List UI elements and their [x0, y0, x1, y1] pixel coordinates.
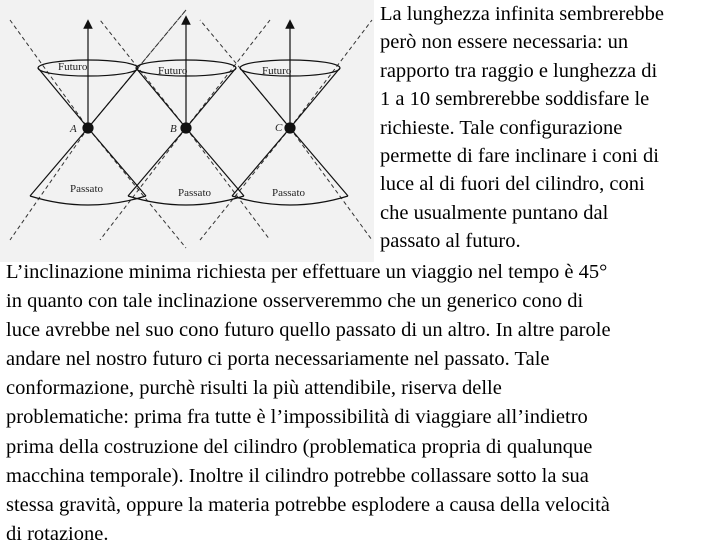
body-line: di rotazione. [6, 522, 109, 545]
body-line: L’inclinazione minima richiesta per effettuare un viaggio nel tempo è 45° [6, 261, 608, 283]
body-line: problematiche: prima fra tutte è l’impossibilità di viaggiare all’indietro [6, 406, 588, 429]
side-line: La lunghezza infinita sembrerebbe [380, 3, 665, 25]
future-label-b: Futuro [158, 65, 188, 77]
point-b-label: B [170, 123, 177, 135]
body-line: conformazione, purchè risulti la più attendibile, riserva delle [6, 377, 502, 400]
point-c-label: C [275, 122, 283, 134]
side-line: luce al di fuori del cilindro, coni [380, 173, 645, 196]
side-line: permette di fare inclinare i coni di [380, 145, 659, 168]
light-cone-b [128, 20, 244, 205]
past-label-c: Passato [272, 187, 305, 199]
point-a-label: A [70, 123, 77, 135]
side-line: però non essere necessaria: un [380, 31, 629, 54]
body-line: in quanto con tale inclinazione osserveremmo che un generico cono di [6, 290, 584, 313]
body-line: macchina temporale). Inoltre il cilindro potrebbe collassare sotto la sua [6, 464, 589, 487]
side-line: che usualmente puntano dal [380, 201, 609, 224]
light-cones-diagram [0, 0, 374, 262]
body-line: stessa gravità, oppure la materia potrebbe esplodere a causa della velocità [6, 493, 610, 516]
light-cones-figure [0, 0, 374, 262]
side-line: rapporto tra raggio e lunghezza di [380, 59, 658, 82]
side-line: richieste. Tale configurazione [380, 116, 623, 139]
body-paragraph [6, 258, 720, 549]
future-label-a: Futuro [58, 61, 88, 73]
past-label-b: Passato [178, 187, 211, 199]
side-line: 1 a 10 sembrerebbe soddisfare le [380, 88, 650, 111]
body-line: andare nel nostro futuro ci porta necessariamente nel passato. Tale [6, 348, 550, 371]
side-paragraph [380, 0, 720, 256]
body-line: luce avrebbe nel suo cono futuro quello passato di un altro. In altre parole [6, 319, 611, 342]
future-label-c: Futuro [262, 65, 292, 77]
side-line: passato al futuro. [380, 230, 521, 253]
body-line: prima della costruzione del cilindro (problematica propria di qualunque [6, 435, 593, 458]
past-label-a: Passato [70, 183, 103, 195]
